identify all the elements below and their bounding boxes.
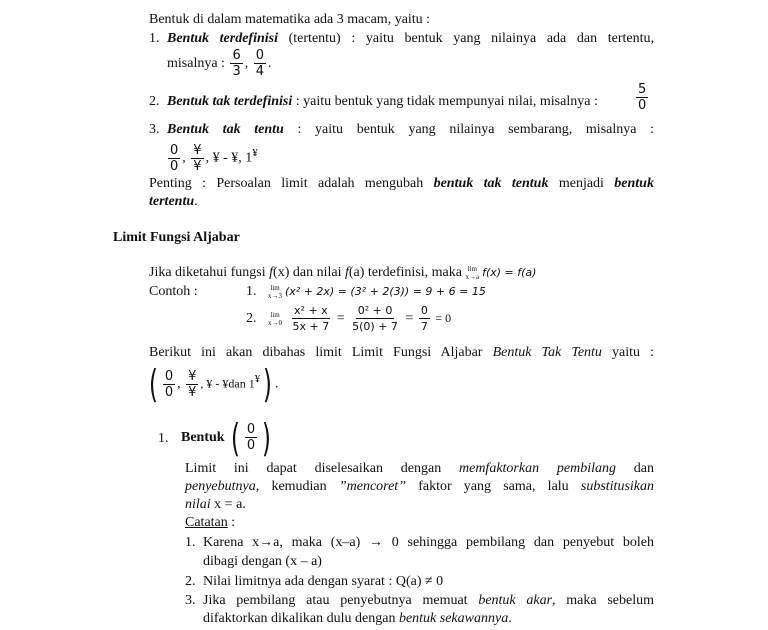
desc-line2: penyebutnya, kemudian ”mencoret” faktor yang sama, lalu substitusikan <box>185 479 654 494</box>
contoh-label: Contoh : <box>149 284 198 299</box>
item1-line <box>167 30 654 47</box>
item3-rest: : yaitu bentuk yang nilainya sembarang, misalnya : <box>283 122 655 137</box>
catatan-3-number: 3. <box>185 593 196 608</box>
fraction-5-0: $\frac{5}{0}$ <box>638 82 647 113</box>
catatan-1b: dibagi dengan (x – a) <box>203 554 322 569</box>
item1-number: 1. <box>149 31 160 46</box>
contoh-2-result: = 0 <box>435 311 452 325</box>
fraction-inf-inf: $\frac{¥}{¥}$ <box>193 142 202 174</box>
bentuk1-heading: Bentuk ( $\frac{0}{0}$ ) <box>181 415 272 460</box>
contoh-2: 2. lim x→0 $\frac{\text{x² + x}}{5x + 7}$ = $\frac{\text{0² + 0}}{5(0) + 7}$ = $\frac{0}{7}$ = 0 <box>246 304 452 334</box>
bentuk1-number: 1. <box>158 431 169 446</box>
limit-symbol: lim x→a <box>465 264 480 281</box>
fraction-subst: $\frac{\text{0² + 0}}{5(0) + 7}$ <box>352 304 398 334</box>
item2-title: Bentuk tak terdefinisi <box>167 94 293 109</box>
item3-line <box>167 121 654 138</box>
catatan-1-number: 1. <box>185 535 196 550</box>
fraction-0-0: $\frac{0}{0}$ <box>170 142 179 174</box>
item2-line <box>167 93 598 110</box>
item1-rest: (tertentu) : yaitu bentuk yang nilainya ada dan tertentu, <box>277 31 654 46</box>
catatan-2: Nilai limitnya ada dengan syarat : Q(a) ≠ 0 <box>203 574 444 589</box>
contoh-1: 1. lim x→3 (x² + 2x) = (3² + 2(3)) = 9 + 6 = 15 <box>246 283 486 300</box>
fraction-x2x-5x7: $\frac{\text{x² + x}}{5x + 7}$ <box>292 304 330 334</box>
catatan-2-number: 2. <box>185 574 196 589</box>
item3-tail: , ¥ - ¥, 1 <box>205 150 253 166</box>
jika-line: Jika diketahui fungsi f(x) dan nilai f(a) terdefinisi, maka lim x→a f(x) = f(a) <box>149 264 537 281</box>
catatan-3: Jika pembilang atau penyebutnya memuat bentuk akar, maka sebelum <box>203 593 655 608</box>
item2-number: 2. <box>149 94 160 109</box>
catatan-3b: difaktorkan dikalikan dulu dengan bentuk sekawannya. <box>203 611 512 626</box>
fraction-inf-inf-b: $\frac{¥}{¥}$ <box>188 368 197 400</box>
catatan-1: Karena x→a, maka (x–a) → 0 sehingga pembilang dan penyebut boleh <box>203 535 654 550</box>
fraction-0-0-b: $\frac{0}{0}$ <box>164 368 174 400</box>
item3-sup: ¥ <box>252 147 258 159</box>
penting-bold2: bentuk <box>614 176 654 191</box>
item3-example: $\frac{0}{0}$ , $\frac{¥}{¥}$ , ¥ - ¥, 1¥ <box>170 142 258 174</box>
item2-rest: : yaitu bentuk yang tidak mempunyai nilai, misalnya : <box>292 94 598 109</box>
item3-title: Bentuk tak tentu <box>167 122 284 137</box>
berikut-forms: ( $\frac{0}{0}$ , $\frac{¥}{¥}$ , ¥ - ¥dan 1¥) . <box>148 362 279 407</box>
item1-example: misalnya : $\frac{6}{3}$ , $\frac{0}{4}$ . <box>167 48 272 80</box>
intro-text: Bentuk di dalam matematika ada 3 macam, yaitu : <box>149 12 431 27</box>
berikut-italic: Bentuk Tak Tentu <box>492 345 602 360</box>
section-heading: Limit Fungsi Aljabar <box>113 230 240 245</box>
catatan-label: Catatan : <box>185 515 236 530</box>
fraction-0-0-c: $\frac{0}{0}$ <box>246 422 256 454</box>
desc-line1: Limit ini dapat diselesaikan dengan memfaktorkan pembilang dan <box>185 461 654 476</box>
penting-line: Penting : Persoalan limit adalah mengubah bentuk tak tentuk menjadi bentuk <box>149 176 654 191</box>
fraction-6-3: $\frac{6}{3}$ <box>232 48 241 80</box>
jika-formula: f(x) = f(a) <box>482 266 537 279</box>
contoh-1-formula: (x² + 2x) = (3² + 2(3)) = 9 + 6 = 15 <box>285 285 486 298</box>
desc-line3: nilai x = a. <box>185 497 246 512</box>
penting-bold1: bentuk tak tentuk <box>433 176 549 191</box>
penting-line2: tertentu. <box>149 194 198 209</box>
item1-misalnya: misalnya : <box>167 56 225 71</box>
berikut-line: Berikut ini akan dibahas limit Limit Fungsi Aljabar Bentuk Tak Tentu yaitu : <box>149 345 654 360</box>
item1-title: Bentuk terdefinisi <box>167 31 278 46</box>
item3-number: 3. <box>149 122 160 137</box>
fraction-0-4: $\frac{0}{4}$ <box>255 48 264 80</box>
fraction-0-7: $\frac{0}{7}$ <box>420 304 428 334</box>
